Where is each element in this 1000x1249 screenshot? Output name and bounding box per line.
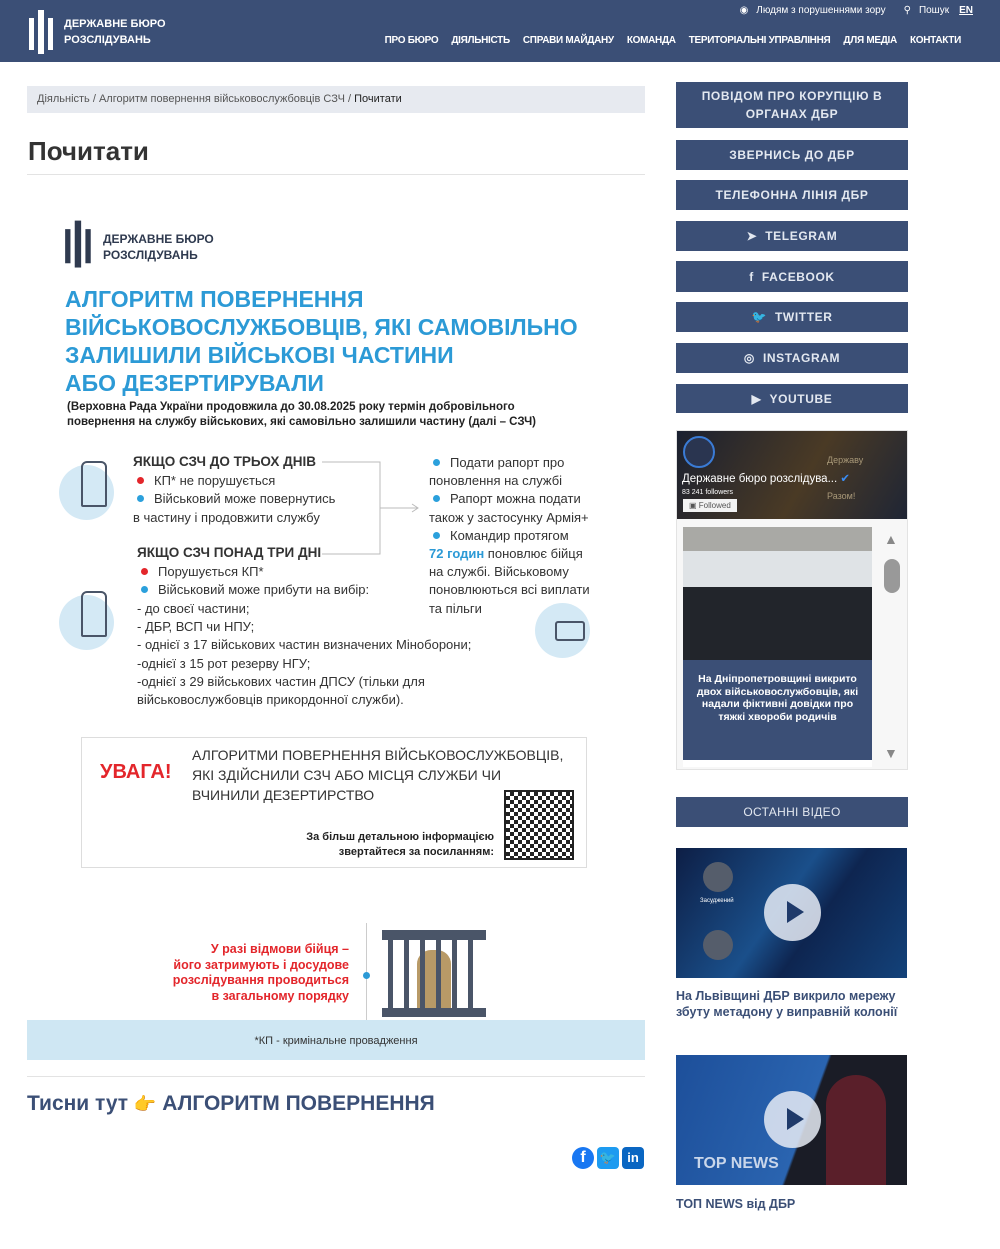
contact-dbr-button[interactable]: ЗВЕРНИСЬ ДО ДБР bbox=[676, 140, 908, 170]
search-link[interactable]: Пошук bbox=[918, 5, 950, 16]
breadcrumb-algorithm[interactable]: Алгоритм повернення військовослужбовців СЗЧ bbox=[98, 93, 345, 105]
fb-followed-button[interactable]: ▣ Followed bbox=[683, 499, 737, 512]
case1-item: Військовий може повернутись bbox=[133, 490, 335, 508]
twitter-button[interactable]: 🐦 TWITTER bbox=[676, 302, 908, 332]
logo-text[interactable]: ДЕРЖАВНЕ БЮРО РОЗСЛІДУВАНЬ bbox=[64, 18, 166, 46]
play-icon[interactable] bbox=[764, 884, 821, 941]
facebook-widget bbox=[676, 430, 908, 770]
thumb-label: Засуджений bbox=[700, 898, 734, 904]
person-icon bbox=[703, 930, 733, 960]
case2-options: - до своєї частини; - ДБР, ВСП чи НПУ; - однієї з 17 військових частин визначених Міноборони; -однієї з 15 рот резерву НГУ; -однієї з 29 військових частин ДПСУ (тільки для військовослужбовців прикордонної служби). bbox=[137, 601, 472, 708]
qr-code[interactable] bbox=[506, 792, 572, 858]
telegram-button[interactable]: ➤ TELEGRAM bbox=[676, 221, 908, 251]
money-icon bbox=[535, 603, 590, 658]
breadcrumb: Діяльність / Алгоритм повернення військовослужбовців СЗЧ / Почитати bbox=[27, 86, 645, 113]
video-thumbnail[interactable] bbox=[676, 1055, 907, 1185]
divider bbox=[27, 174, 645, 175]
return-steps: Подати рапорт про поновлення на службі Рапорт можна подати також у застосунку Армія+ Командир протягом 72 годин поновлює бійця на службі. Військовому поновлюються всі виплати та пільги bbox=[429, 455, 590, 616]
refusal-text: У разі відмови бійця – його затримують і досудове розслідування проводиться в загальному порядку bbox=[172, 942, 349, 1003]
video-title[interactable]: На Львівщині ДБР викрило мережу збуту метадону у виправній колонії bbox=[676, 989, 898, 1019]
case2-heading: ЯКЩО СЗЧ ПОНАД ТРИ ДНІ bbox=[137, 545, 322, 560]
case2-item: Порушується КП* bbox=[137, 563, 264, 581]
linkedin-icon[interactable]: in bbox=[622, 1147, 644, 1169]
soldier-icon bbox=[59, 595, 114, 650]
site-header bbox=[0, 0, 1000, 62]
soldier-icon bbox=[59, 465, 114, 520]
dbr-logo-icon bbox=[63, 217, 95, 269]
presenter-image bbox=[826, 1075, 886, 1185]
nav-contacts[interactable]: КОНТАКТИ bbox=[909, 35, 961, 46]
twitter-icon[interactable]: 🐦 bbox=[597, 1147, 619, 1169]
cta-line bbox=[27, 1092, 435, 1116]
nav-maidan[interactable]: СПРАВИ МАЙДАНУ bbox=[522, 35, 614, 46]
nav-regions[interactable]: ТЕРИТОРІАЛЬНІ УПРАВЛІННЯ bbox=[688, 35, 831, 46]
prison-icon bbox=[382, 930, 486, 1020]
search-icon[interactable]: ⚲ bbox=[903, 5, 911, 16]
facebook-icon: f bbox=[749, 269, 754, 284]
fb-cover-text: Державу Разом! bbox=[827, 455, 864, 501]
cta-prefix: Тисни тут bbox=[27, 1092, 129, 1115]
fb-post[interactable] bbox=[683, 527, 872, 767]
fb-page-avatar[interactable] bbox=[683, 436, 715, 468]
divider bbox=[27, 1076, 645, 1077]
case1-item-cont: в частину і продовжити службу bbox=[133, 510, 320, 525]
connector-arrow bbox=[322, 458, 422, 558]
verified-icon: ✔ bbox=[840, 473, 851, 485]
main-nav bbox=[385, 35, 961, 46]
case1-heading: ЯКЩО СЗЧ ДО ТРЬОХ ДНІВ bbox=[133, 454, 316, 469]
breadcrumb-activity[interactable]: Діяльність bbox=[37, 93, 90, 105]
lang-switch[interactable]: EN bbox=[959, 5, 973, 16]
person-icon bbox=[703, 862, 733, 892]
facebook-icon: ▣ bbox=[689, 501, 699, 510]
warning-text: АЛГОРИТМИ ПОВЕРНЕННЯ ВІЙСЬКОВОСЛУЖБОВЦІВ, ЯКІ ЗДІЙСНИЛИ СЗЧ АБО МІСЦЯ СЛУЖБИ ЧИ ВЧИНИЛИ ДЕЗЕРТИРСТВО bbox=[192, 747, 564, 803]
infographic-subtitle: (Верховна Рада України продовжила до 30.08.2025 року термін добровільного повернення на службу військових, які самовільно залишили частину (далі – СЗЧ) bbox=[67, 401, 537, 428]
infographic-logo-text: ДЕРЖАВНЕ БЮРО РОЗСЛІДУВАНЬ bbox=[103, 232, 214, 262]
breadcrumb-current: Почитати bbox=[354, 93, 402, 105]
video-title[interactable]: ТОП NEWS від ДБР bbox=[676, 1197, 796, 1211]
facebook-button[interactable]: f FACEBOOK bbox=[676, 261, 908, 292]
more-info-text: За більш детальною інформацією звертайтеся за посиланням: bbox=[306, 831, 494, 858]
facebook-icon[interactable]: f bbox=[572, 1147, 594, 1169]
nav-activity[interactable]: ДІЯЛЬНІСТЬ bbox=[451, 35, 510, 46]
case2-item: Військовий може прибути на вибір: bbox=[137, 581, 369, 599]
accessibility-link[interactable]: Людям з порушеннями зору bbox=[756, 5, 886, 16]
infographic bbox=[27, 190, 645, 1060]
video-thumbnail[interactable] bbox=[676, 848, 907, 978]
thumb-label: TOP NEWS bbox=[694, 1155, 779, 1172]
nav-team[interactable]: КОМАНДА bbox=[626, 35, 676, 46]
warning-box bbox=[81, 737, 587, 868]
fb-cover bbox=[677, 431, 908, 519]
pointing-hand-icon: 👉 bbox=[133, 1094, 157, 1114]
twitter-icon: 🐦 bbox=[751, 310, 767, 324]
telegram-icon: ➤ bbox=[746, 229, 758, 243]
nav-about[interactable]: ПРО БЮРО bbox=[384, 35, 439, 46]
page-title: Почитати bbox=[28, 136, 149, 166]
share-buttons bbox=[572, 1147, 644, 1169]
fb-page-name[interactable]: Державне бюро розслідува... ✔ bbox=[682, 473, 851, 485]
fb-post-image bbox=[683, 527, 872, 660]
scroll-down-icon[interactable]: ▼ bbox=[884, 745, 898, 761]
youtube-icon: ▶ bbox=[751, 391, 762, 406]
youtube-button[interactable]: ▶ YOUTUBE bbox=[676, 384, 908, 413]
footnote: *КП - кримінальне провадження bbox=[254, 1035, 418, 1047]
case1-item: КП* не порушується bbox=[133, 472, 275, 490]
algorithm-link[interactable]: АЛГОРИТМ ПОВЕРНЕННЯ bbox=[162, 1092, 435, 1115]
eye-icon[interactable]: ◉ bbox=[739, 5, 749, 16]
instagram-icon: ◎ bbox=[743, 351, 755, 365]
hotline-button[interactable]: ТЕЛЕФОННА ЛІНІЯ ДБР bbox=[676, 180, 908, 210]
bullet bbox=[363, 972, 370, 979]
footnote-strip bbox=[27, 1020, 645, 1060]
nav-media[interactable]: ДЛЯ МЕДІА bbox=[843, 35, 897, 46]
fb-followers: 83 241 followers bbox=[682, 489, 733, 496]
scrollbar-thumb[interactable] bbox=[884, 559, 900, 593]
infographic-title: АЛГОРИТМ ПОВЕРНЕННЯ ВІЙСЬКОВОСЛУЖБОВЦІВ, ЯКІ САМОВІЛЬНО ЗАЛИШИЛИ ВІЙСЬКОВІ ЧАСТИНИ АБО ДЕЗЕРТИРУВАЛИ bbox=[65, 286, 578, 396]
latest-videos-header: ОСТАННІ ВІДЕО bbox=[676, 797, 908, 827]
play-icon[interactable] bbox=[764, 1091, 821, 1148]
fb-post-text: На Дніпропетровщині викрито двох військовослужбовців, які надали фіктивні довідки про тяжкі хвороби родичів bbox=[683, 660, 872, 760]
scroll-up-icon[interactable]: ▲ bbox=[884, 531, 898, 547]
warning-label: УВАГА! bbox=[100, 761, 172, 783]
instagram-button[interactable]: ◎ INSTAGRAM bbox=[676, 343, 908, 373]
dbr-logo-icon[interactable] bbox=[27, 8, 57, 54]
report-corruption-button[interactable]: ПОВІДОМ ПРО КОРУПЦІЮ В ОРГАНАХ ДБР bbox=[676, 82, 908, 128]
utility-bar bbox=[740, 5, 973, 16]
